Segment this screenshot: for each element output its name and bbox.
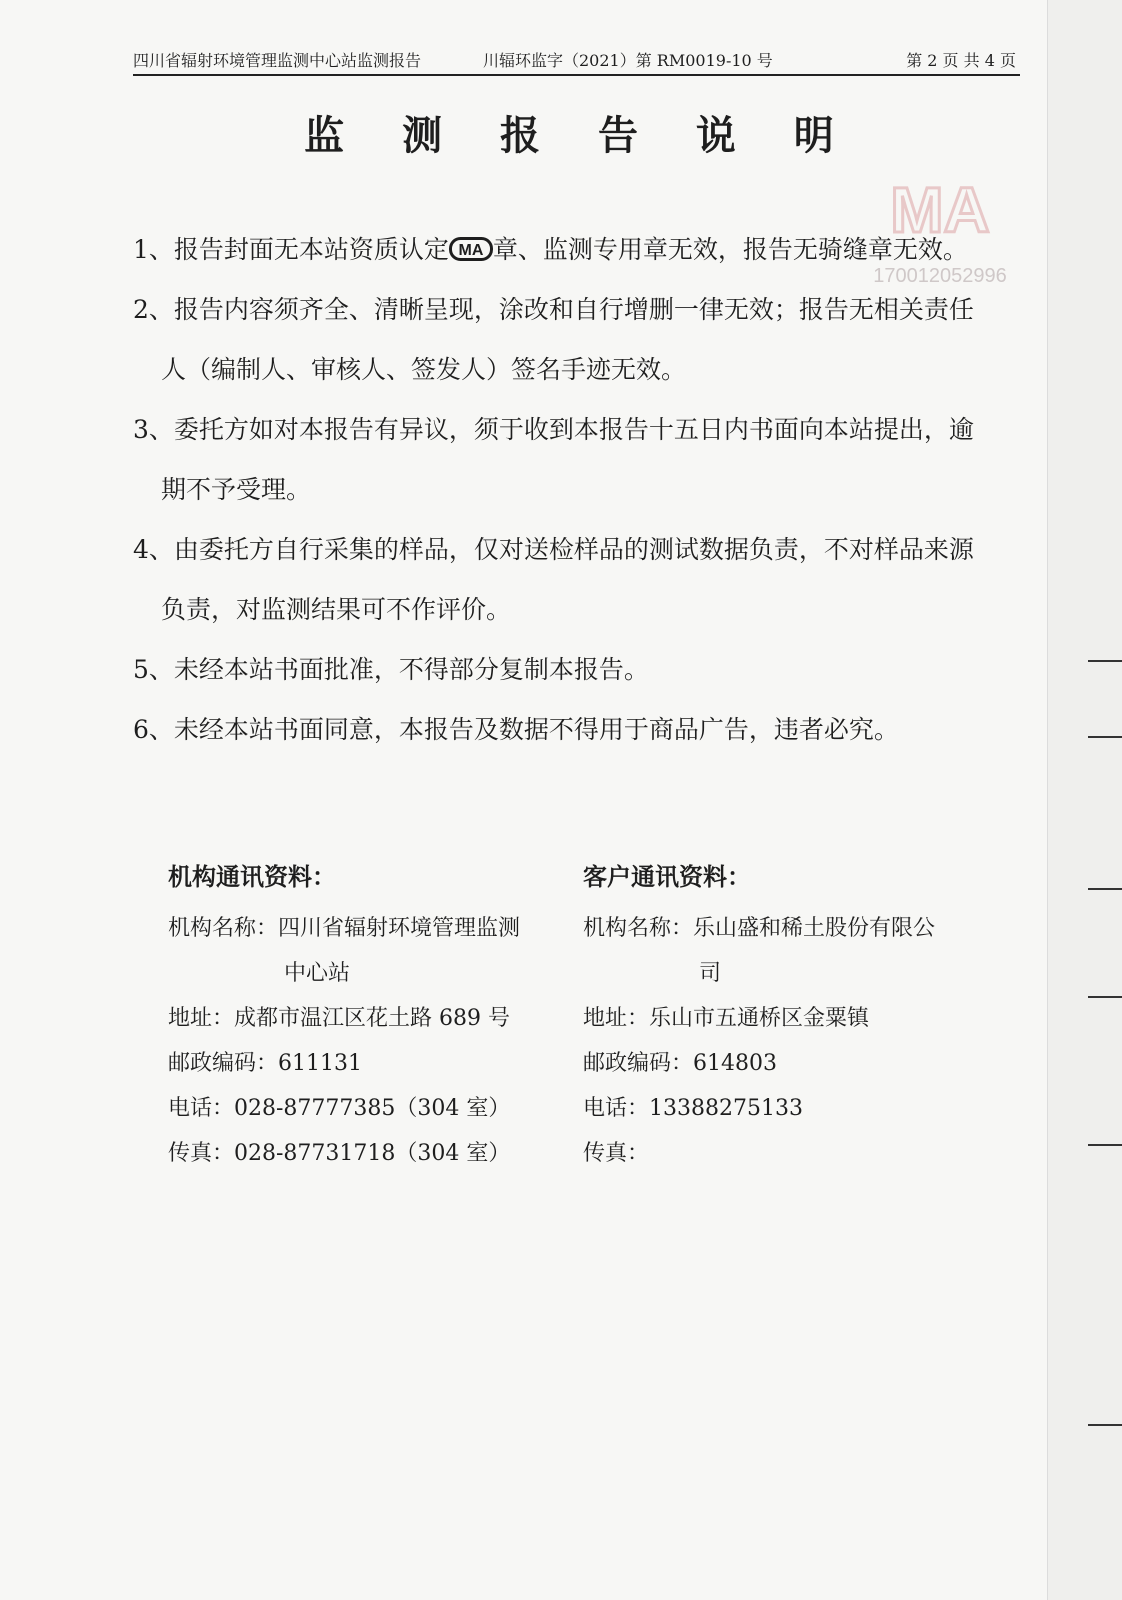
institution-name: 机构名称：四川省辐射环境管理监测	[168, 916, 521, 941]
edge-line	[1088, 1144, 1122, 1146]
institution-address: 地址：成都市温江区花土路 689 号	[168, 1006, 510, 1031]
note-item-6: 6、未经本站书面同意，本报告及数据不得用于商品广告，违者必究。	[133, 715, 899, 744]
note-item-5: 5、未经本站书面批准，不得部分复制本报告。	[133, 655, 649, 684]
edge-line	[1088, 736, 1122, 738]
note-item-4-cont: 负责，对监测结果可不作评价。	[161, 595, 512, 624]
page-header	[133, 44, 1020, 76]
note-item-2-cont: 人（编制人、审核人、签发人）签名手迹无效。	[161, 355, 687, 384]
client-phone: 电话：13388275133	[583, 1096, 803, 1121]
institution-name-cont: 中心站	[284, 961, 351, 986]
institution-contact	[168, 862, 558, 1184]
institution-heading: 机构通讯资料：	[168, 862, 336, 891]
edge-line	[1088, 660, 1122, 662]
note-item-3-cont: 期不予受理。	[161, 475, 312, 504]
client-heading: 客户通讯资料：	[583, 862, 751, 891]
institution-phone: 电话：028-87777385（304 室）	[168, 1096, 511, 1121]
institution-postcode: 邮政编码：611131	[168, 1051, 362, 1076]
note-item-4: 4、由委托方自行采集的样品，仅对送检样品的测试数据负责，不对样品来源	[133, 535, 974, 564]
client-fax: 传真：	[583, 1141, 650, 1166]
stamp-number: 170012052996	[873, 265, 1007, 287]
adjacent-page-edge	[1047, 0, 1122, 1600]
client-address: 地址：乐山市五通桥区金粟镇	[583, 1006, 870, 1031]
edge-line	[1088, 1424, 1122, 1426]
note-item-1: 1、报告封面无本站资质认定 MA 章、监测专用章无效，报告无骑缝章无效。	[133, 235, 968, 264]
svg-text:MA: MA	[458, 242, 484, 259]
client-contact	[583, 862, 983, 1184]
header-organization: 四川省辐射环境管理监测中心站监测报告	[133, 51, 422, 70]
client-postcode: 邮政编码：614803	[583, 1051, 777, 1076]
notes-list	[133, 230, 1028, 770]
client-name-cont: 司	[699, 961, 722, 986]
institution-fax: 传真：028-87731718（304 室）	[168, 1141, 511, 1166]
note-item-3: 3、委托方如对本报告有异议，须于收到本报告十五日内书面向本站提出，逾	[133, 415, 974, 444]
edge-line	[1088, 888, 1122, 890]
edge-line	[1088, 996, 1122, 998]
header-report-number: 川辐环监字（2021）第 RM0019-10 号	[483, 51, 773, 70]
svg-text:MA: MA	[890, 174, 990, 246]
ma-logo-icon	[449, 237, 493, 261]
header-page-info: 第 2 页 共 4 页	[906, 51, 1016, 70]
page-title: 监 测 报 告 说 明	[304, 112, 856, 159]
client-name: 机构名称：乐山盛和稀土股份有限公	[583, 916, 936, 941]
note-item-2: 2、报告内容须齐全、清晰呈现，涂改和自行增删一律无效；报告无相关责任	[133, 295, 974, 324]
